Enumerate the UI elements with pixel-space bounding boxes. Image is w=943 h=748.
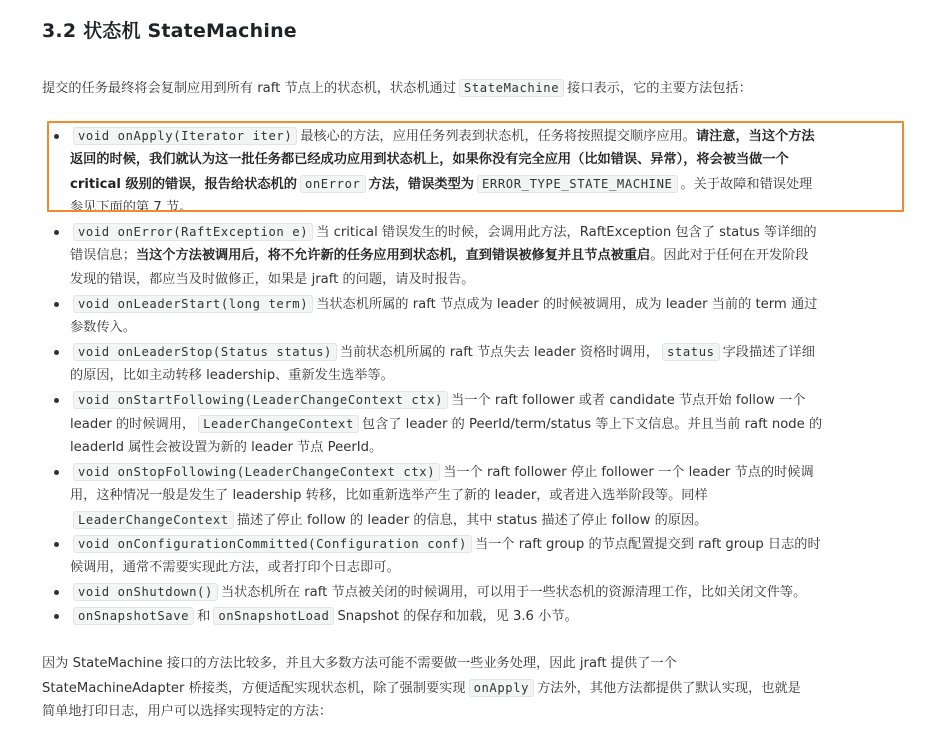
- first-item-clip: [70, 124, 900, 212]
- bold-text: 方法，错误类型为: [368, 177, 474, 192]
- bullet-icon: [54, 614, 59, 619]
- text-line: [70, 268, 900, 292]
- inline-code: void onShutdown(): [73, 583, 218, 601]
- method-description: [70, 124, 900, 212]
- bold-text: 返回的时候，我们就认为这一批任务都已经成功应用到状态机上，如果你没有完全应用（比如错误、异常），将会被当做一个: [70, 152, 789, 167]
- text-line: [70, 508, 900, 532]
- method-description: [70, 292, 900, 340]
- text-line: [70, 388, 900, 412]
- inline-code: void onApply(Iterator iter): [73, 127, 297, 145]
- text-line: [70, 244, 900, 268]
- text-line: [70, 364, 900, 388]
- method-description: [70, 580, 900, 604]
- text-run: leaderId 属性会被设置为新的 leader 节点 PeerId。: [70, 440, 383, 455]
- inline-code: void onLeaderStop(Status status): [73, 343, 337, 361]
- bullet-icon: [54, 398, 59, 403]
- text-line: [70, 580, 900, 604]
- text-line: [42, 652, 902, 676]
- text-run: 因为 StateMachine 接口的方法比较多，并且大多数方法可能不需要做一些业务处理，因此 jraft 提供了一个: [42, 656, 677, 671]
- intro-paragraph: [42, 76, 902, 100]
- inline-code: LeaderChangeContext: [198, 415, 359, 433]
- text-run: 的原因，比如主动转移 leadership、重新发生选举等。: [70, 368, 394, 383]
- text-line: [70, 340, 900, 364]
- bullet-icon: [54, 302, 59, 307]
- inline-code: onSnapshotLoad: [213, 607, 334, 625]
- method-description: [70, 460, 900, 532]
- inline-code: void onLeaderStart(long term): [73, 295, 313, 313]
- bullet-icon: [54, 230, 59, 235]
- inline-code: void onError(RaftException e): [73, 223, 313, 241]
- inline-code: onApply: [469, 679, 535, 697]
- text-run: 当一个 raft follower 或者 candidate 节点开始 follow 一个: [451, 393, 806, 408]
- text-line: [70, 412, 900, 436]
- text-line: [70, 148, 900, 172]
- text-run: 描述了停止 follow 的 leader 的信息，其中 status 描述了停止 follow 的原因。: [236, 513, 708, 528]
- text-run: 当一个 raft group 的节点配置提交到 raft group 日志的时: [474, 537, 821, 552]
- inline-code: onSnapshotSave: [73, 607, 194, 625]
- text-run: leader 的时候调用，: [70, 417, 196, 432]
- text-run: 最核心的方法，应用任务列表到状态机，任务将按照提交顺序应用。: [300, 129, 696, 144]
- text-line: [70, 220, 900, 244]
- text-line: [70, 604, 900, 628]
- text-line: [70, 196, 900, 212]
- method-description: [70, 220, 900, 292]
- text-run: Snapshot 的保存和加载，见 3.6 小节。: [337, 609, 578, 624]
- text-run: 简单地打印日志，用户可以选择实现特定的方法：: [42, 704, 333, 719]
- method-description: [70, 340, 900, 388]
- bullet-icon: [54, 590, 59, 595]
- text-line: [70, 556, 900, 580]
- text-line: [70, 316, 900, 340]
- intro-text-after: 接口表示，它的主要方法包括：: [567, 81, 752, 96]
- inline-code: status: [662, 343, 720, 361]
- intro-text-before: 提交的任务最终将会复制应用到所有 raft 节点上的状态机，状态机通过: [42, 81, 456, 96]
- method-description: [70, 532, 900, 580]
- inline-code: void onStartFollowing(LeaderChangeContext ctx): [73, 391, 448, 409]
- bullet-icon: [54, 134, 59, 139]
- text-run: 当状态机所在 raft 节点被关闭的时候调用，可以用于一些状态机的资源清理工作，比如关闭文件等。: [220, 585, 807, 600]
- text-run: 当状态机所属的 raft 节点成为 leader 的时候被调用，成为 leader 当前的 term 通过: [316, 297, 818, 312]
- text-line: [70, 484, 900, 508]
- inline-code: void onStopFollowing(LeaderChangeContext ctx): [73, 463, 440, 481]
- text-run: 用，这种情况一般是发生了 leadership 转移，比如重新选举产生了新的 leader，或者进入选举阶段等。同样: [70, 488, 708, 503]
- bold-text: critical 级别的错误，报告给状态机的: [70, 177, 297, 192]
- text-run: 包含了 leader 的 PeerId/term/status 等上下文信息。并且当前 raft node 的: [361, 417, 823, 432]
- text-run: 候调用，通常不需要实现此方法，或者打印个日志即可。: [70, 560, 400, 575]
- text-run: StateMachineAdapter 桥接类，方便适配实现状态机，除了强制要实现: [42, 681, 466, 696]
- text-run: 参见下面的第 7 节。: [70, 200, 193, 212]
- inline-code: LeaderChangeContext: [73, 511, 234, 529]
- text-run: 。关于故障和错误处理: [680, 177, 813, 192]
- text-run: 方法外，其他方法都提供了默认实现，也就是: [537, 681, 801, 696]
- text-line: [70, 436, 900, 460]
- bullet-icon: [54, 542, 59, 547]
- text-run: 错误信息；: [70, 248, 136, 263]
- text-run: 当 critical 错误发生的时候，会调用此方法，RaftException 包含了 status 等详细的: [316, 225, 817, 240]
- text-line: [70, 532, 900, 556]
- text-line: [70, 124, 900, 148]
- text-run: 。因此对于任何在开发阶段: [650, 248, 809, 263]
- bullet-icon: [54, 350, 59, 355]
- text-run: 参数传入。: [70, 320, 136, 335]
- bold-text: 请注意，当这个方法: [695, 129, 815, 144]
- section-heading: 3.2 状态机 StateMachine: [42, 20, 297, 42]
- text-run: 当前状态机所属的 raft 节点失去 leader 资格时调用，: [340, 345, 659, 360]
- text-run: 字段描述了详细: [722, 345, 815, 360]
- bullet-icon: [54, 470, 59, 475]
- method-description: [70, 388, 900, 460]
- text-line: [70, 460, 900, 484]
- text-run: 发现的错误，都应当及时做修正，如果是 jraft 的问题，请及时报告。: [70, 272, 475, 287]
- text-line: [70, 172, 900, 196]
- inline-code-statemachine: StateMachine: [459, 79, 564, 97]
- bold-text: 当这个方法被调用后，将不允许新的任务应用到状态机，直到错误被修复并且节点被重启: [135, 248, 651, 263]
- inline-code: onError: [300, 175, 366, 193]
- text-run: 当一个 raft follower 停止 follower 一个 leader 节点的时候调: [443, 465, 814, 480]
- text-line: [42, 700, 902, 724]
- method-description: [70, 604, 900, 628]
- text-run: 和: [197, 609, 211, 624]
- text-line: [70, 292, 900, 316]
- outro-paragraph: [42, 652, 902, 724]
- text-line: [42, 676, 902, 700]
- inline-code: ERROR_TYPE_STATE_MACHINE: [477, 175, 678, 193]
- inline-code: void onConfigurationCommitted(Configuration conf): [73, 535, 472, 553]
